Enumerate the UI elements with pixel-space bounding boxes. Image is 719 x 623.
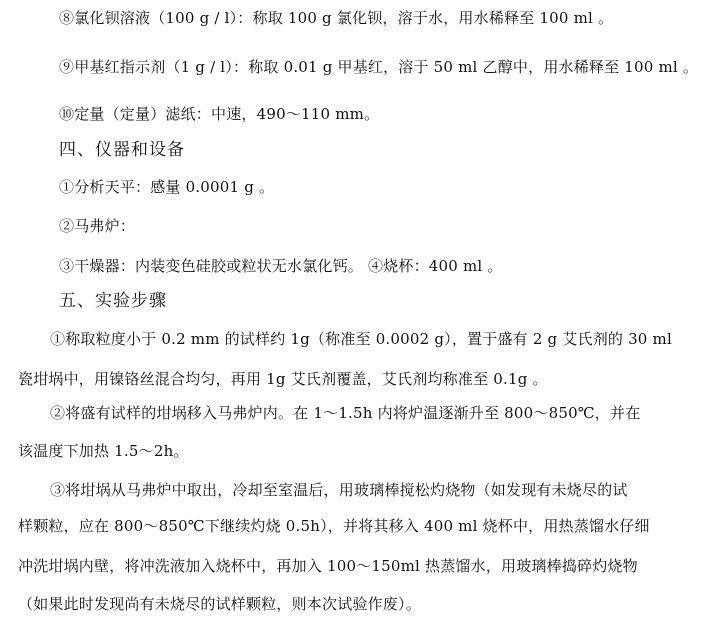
step-2-line-1: ②将盛有试样的坩埚移入马弗炉内。在 1～1.5h 内将炉温逐渐升至 800～850℃，并在 [50, 404, 641, 422]
step-1-line-1: ①称取粒度小于 0.2 mm 的试样约 1g（称准至 0.0002 g），置于盛有 2 g 艾氏剂的 30 ml [50, 330, 672, 348]
section-4-heading: 四、仪器和设备 [59, 140, 185, 160]
reagent-item-8: ⑧氯化钡溶液（100 g / l）：称取 100 g 氯化钡，溶于水，用水稀释至 100 ml 。 [59, 9, 614, 27]
step-3-line-1: ③将坩埚从马弗炉中取出，冷却至室温后，用玻璃棒搅松灼烧物（如发现有未烧尽的试 [50, 481, 628, 499]
section-5-heading: 五、实验步骤 [59, 291, 167, 311]
reagent-item-10: ⑩定量（定量）滤纸：中速，490～110 mm。 [59, 105, 380, 123]
step-3-line-2: 样颗粒，应在 800～850℃下继续灼烧 0.5h），并将其移入 400 ml 烧杯中，用热蒸馏水仔细 [18, 517, 650, 535]
step-2-line-2: 该温度下加热 1.5～2h。 [18, 442, 189, 460]
equipment-item-1: ①分析天平：感量 0.0001 g 。 [59, 178, 275, 196]
step-3-line-3: 冲洗坩埚内壁，将冲洗液加入烧杯中，再加入 100～150ml 热蒸馏水，用玻璃棒捣碎灼烧物 [18, 557, 638, 575]
reagent-item-9: ⑨甲基红指示剂（1 g / l）：称取 0.01 g 甲基红，溶于 50 ml 乙醇中，用水稀释至 100 ml 。 [59, 58, 699, 76]
step-3-line-4: （如果此时发现尚有未烧尽的试样颗粒，则本次试验作废）。 [18, 595, 421, 613]
step-1-line-2: 瓷坩埚中，用镍铬丝混合均匀，再用 1g 艾氏剂覆盖，艾氏剂均称准至 0.1g 。 [18, 370, 548, 388]
equipment-item-3-4: ③干燥器：内装变色硅胶或粒状无水氯化钙。 ④烧杯：400 ml 。 [59, 257, 503, 275]
equipment-item-2: ②马弗炉： [59, 217, 136, 235]
